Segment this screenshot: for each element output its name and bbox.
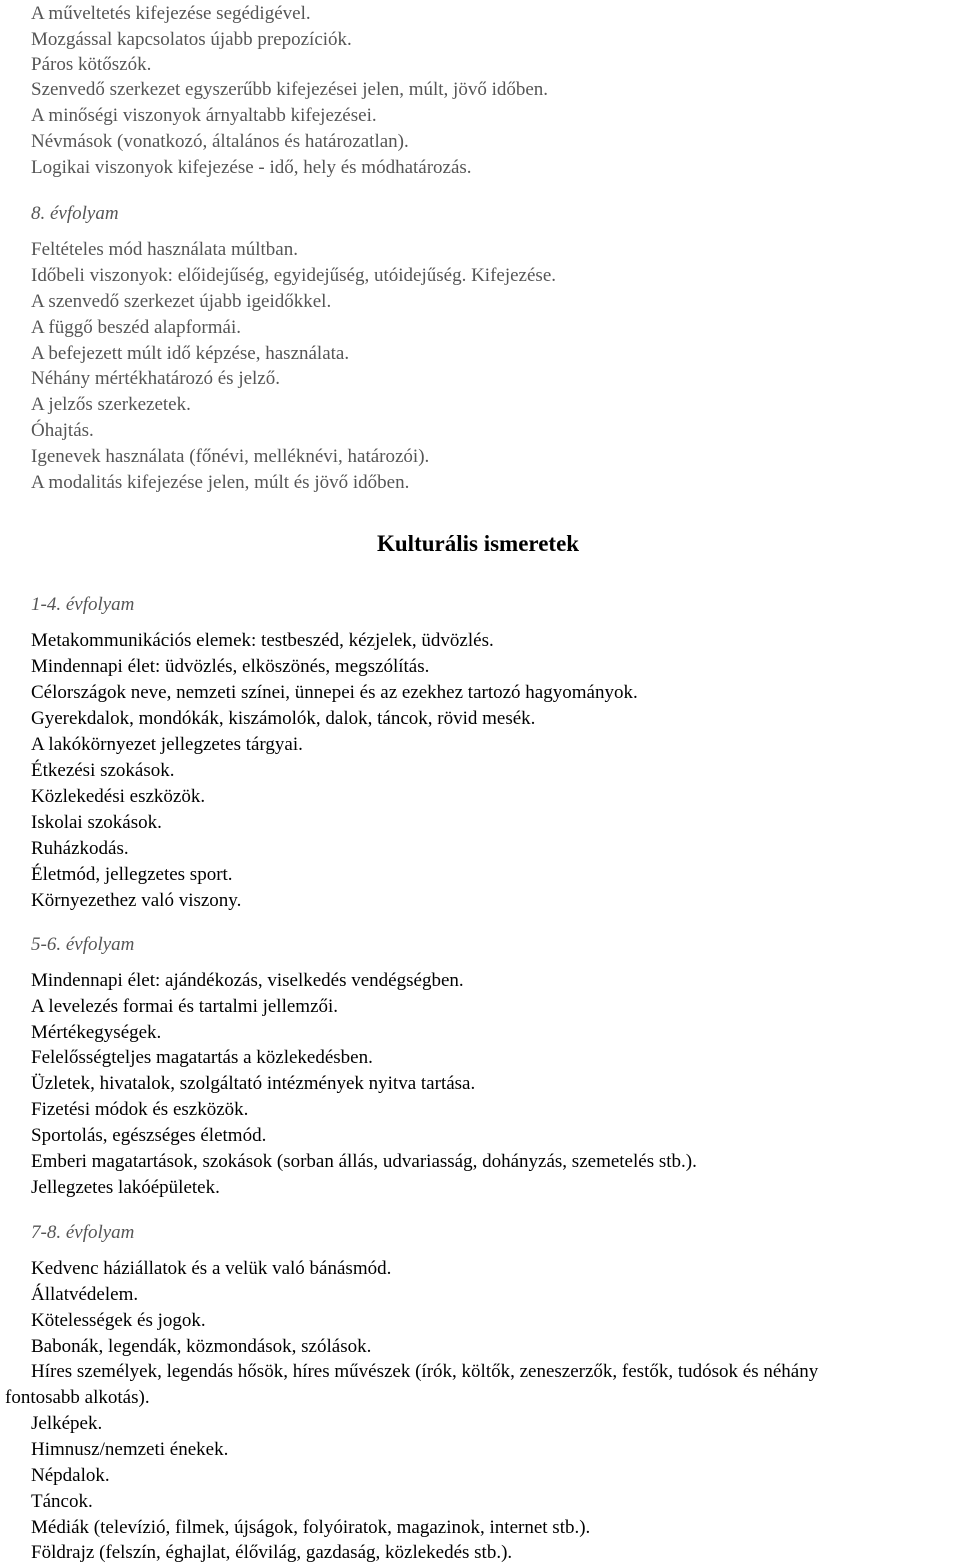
grade-7-8-item: Himnusz/nemzeti énekek. xyxy=(31,1439,229,1460)
grade-7-8-item: Híres személyek, legendás hősök, híres művészek (írók, költők, zeneszerzők, festők, tudósok és néhány xyxy=(31,1361,819,1382)
grammar-item: Logikai viszonyok kifejezése - idő, hely és módhatározás. xyxy=(31,157,472,178)
grammar-item: A műveltetés kifejezése segédigével. xyxy=(31,3,311,24)
grade-1-4-heading: 1-4. évfolyam xyxy=(31,594,135,615)
grade-7-8-item: Földrajz (felszín, éghajlat, élővilág, gazdaság, közlekedés stb.). xyxy=(31,1542,513,1563)
grade-7-8-item: Táncok. xyxy=(31,1491,93,1512)
grade-8-item: A befejezett múlt idő képzése, használata. xyxy=(31,343,350,364)
grade-7-8-item: Babonák, legendák, közmondások, szólások. xyxy=(31,1336,372,1357)
grade-8-item: Igenevek használata (főnévi, melléknévi, határozói). xyxy=(31,446,430,467)
grade-1-4-item: Ruházkodás. xyxy=(31,838,129,859)
grade-1-4-item: Metakommunikációs elemek: testbeszéd, kézjelek, üdvözlés. xyxy=(31,630,494,651)
grade-8-item: A jelzős szerkezetek. xyxy=(31,394,191,415)
grade-1-4-item: Étkezési szokások. xyxy=(31,760,175,781)
grade-7-8-item-continuation: fontosabb alkotás). xyxy=(5,1387,150,1408)
grade-5-6-item: Jellegzetes lakóépületek. xyxy=(31,1177,220,1198)
grammar-item: Páros kötőszók. xyxy=(31,54,152,75)
grade-5-6-item: Üzletek, hivatalok, szolgáltató intézmények nyitva tartása. xyxy=(31,1073,476,1094)
grade-1-4-item: Célországok neve, nemzeti színei, ünnepei és az ezekhez tartozó hagyományok. xyxy=(31,682,638,703)
grade-1-4-item: Mindennapi élet: üdvözlés, elköszönés, megszólítás. xyxy=(31,656,430,677)
grade-8-item: Időbeli viszonyok: előidejűség, egyidejűség, utóidejűség. Kifejezése. xyxy=(31,265,556,286)
grade-8-item: A függő beszéd alapformái. xyxy=(31,317,241,338)
grade-1-4-item: Életmód, jellegzetes sport. xyxy=(31,864,233,885)
grade-7-8-item: Kedvenc háziállatok és a velük való bánásmód. xyxy=(31,1258,392,1279)
grade-8-item: A szenvedő szerkezet újabb igeidőkkel. xyxy=(31,291,332,312)
grade-7-8-heading: 7-8. évfolyam xyxy=(31,1222,135,1243)
grade-5-6-item: Sportolás, egészséges életmód. xyxy=(31,1125,267,1146)
grade-1-4-item: Iskolai szokások. xyxy=(31,812,162,833)
grade-7-8-item: Népdalok. xyxy=(31,1465,110,1486)
grade-5-6-item: Felelősségteljes magatartás a közlekedésben. xyxy=(31,1047,373,1068)
grade-7-8-item: Kötelességek és jogok. xyxy=(31,1310,206,1331)
grade-5-6-heading: 5-6. évfolyam xyxy=(31,934,135,955)
grade-1-4-item: A lakókörnyezet jellegzetes tárgyai. xyxy=(31,734,303,755)
grade-5-6-item: A levelezés formai és tartalmi jellemzői. xyxy=(31,996,339,1017)
grade-7-8-item: Állatvédelem. xyxy=(31,1284,139,1305)
grade-7-8-item: Médiák (televízió, filmek, újságok, folyóiratok, magazinok, internet stb.). xyxy=(31,1517,591,1538)
grade-8-item: Néhány mértékhatározó és jelző. xyxy=(31,368,280,389)
grammar-item: A minőségi viszonyok árnyaltabb kifejezései. xyxy=(31,105,377,126)
grade-8-heading: 8. évfolyam xyxy=(31,203,119,224)
grade-1-4-item: Gyerekdalok, mondókák, kiszámolók, dalok, táncok, rövid mesék. xyxy=(31,708,536,729)
grade-5-6-item: Emberi magatartások, szokások (sorban állás, udvariasság, dohányzás, szemetelés stb.). xyxy=(31,1151,697,1172)
grade-8-item: A modalitás kifejezése jelen, múlt és jövő időben. xyxy=(31,472,410,493)
grammar-item: Névmások (vonatkozó, általános és határozatlan). xyxy=(31,131,409,152)
grade-7-8-item: Jelképek. xyxy=(31,1413,103,1434)
grade-1-4-item: Környezethez való viszony. xyxy=(31,890,242,911)
grammar-item: Szenvedő szerkezet egyszerűbb kifejezései jelen, múlt, jövő időben. xyxy=(31,79,549,100)
grade-5-6-item: Mértékegységek. xyxy=(31,1022,162,1043)
grammar-item: Mozgással kapcsolatos újabb prepozíciók. xyxy=(31,29,352,50)
section-title: Kulturális ismeretek xyxy=(377,531,580,556)
grade-8-item: Feltételes mód használata múltban. xyxy=(31,239,298,260)
grade-1-4-item: Közlekedési eszközök. xyxy=(31,786,206,807)
grade-8-item: Óhajtás. xyxy=(31,420,94,441)
grade-5-6-item: Fizetési módok és eszközök. xyxy=(31,1099,249,1120)
grade-5-6-item: Mindennapi élet: ajándékozás, viselkedés vendégségben. xyxy=(31,970,464,991)
